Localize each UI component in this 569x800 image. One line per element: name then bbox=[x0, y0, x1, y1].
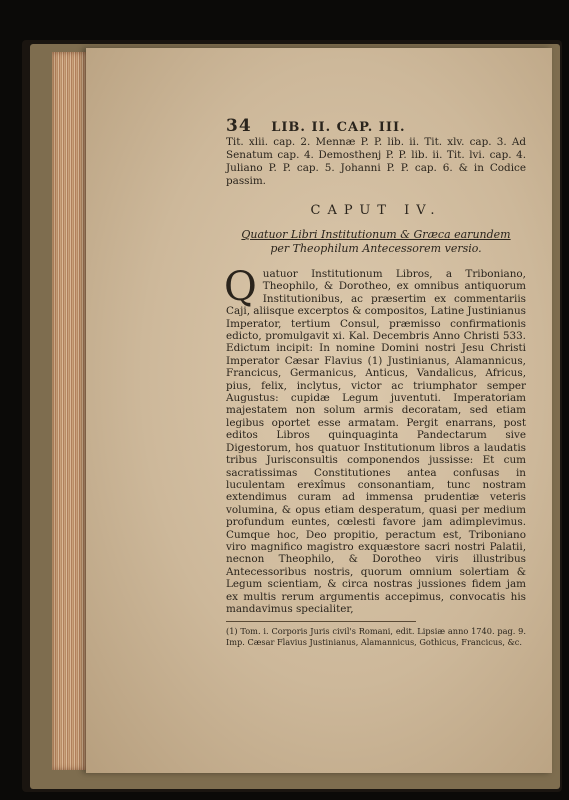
footnote: (1) Tom. i. Corporis Juris civil's Romani, edit. Lipsiæ anno 1740. pag. 9. Imp. Cæsar Flavius Justinianus, Alamannicus, Gothicus, Francicus, &c. bbox=[226, 626, 526, 648]
book-page bbox=[86, 48, 552, 773]
page-edges bbox=[52, 52, 88, 770]
running-head-title: LIB. II. CAP. III. bbox=[271, 120, 406, 135]
chapter-subtitle bbox=[226, 228, 526, 256]
running-header bbox=[226, 116, 526, 136]
footnote-divider bbox=[226, 621, 416, 622]
body-paragraph bbox=[224, 264, 527, 615]
page-text-block bbox=[226, 116, 526, 648]
continuation-text: Tit. xlii. cap. 2. Mennæ P. P. lib. ii. Tit. xlv. cap. 3. Ad Senatum cap. 4. Demosthenj P. P. lib. ii. Tit. lvi. cap. 4. Juliano P. P. cap. 5. Johanni P. P. cap. 6. & in Codice passim. bbox=[226, 136, 526, 187]
drop-cap: Q bbox=[224, 264, 257, 310]
subtitle-line-2: per Theophilum Antecessorem versio. bbox=[270, 242, 482, 255]
subtitle-line-1: Quatuor Libri Institutionum & Græca earundem bbox=[241, 228, 511, 241]
chapter-title: CAPUT IV. bbox=[310, 203, 442, 218]
body-text: uatuor Institutionum Libros, a Triboniano, Theophilo, & Dorotheo, ex omnibus antiquorum Institutionibus, ac præsertim ex commentariis Caji, aliisque excerptos & compositos, Latine Justinianus Imperator, tertium Consul, præmisso confirmationis edicto, promulgavit xi. Kal. Decembris Anno Christi 533. Edictum incipit: In nomine Domini nostri Jesu Christi Imperator Cæsar Flavius (1) Justinianus, Alamannicus, Francicus, Germanicus, Anticus, Vandalicus, Africus, pius, felix, inclytus, victor ac triumphator semper Augustus: cupidæ Legum juventuti. Imperatoriam majestatem non solum armis decoratam, sed etiam legibus oportet esse armatam. Pergit enarrans, post editos Libros quinquaginta Pandectarum sive Digestorum, hos quatuor Institutionum libros a laudatis tribus Jurisconsultis componendos jussisse: Et cum sacratissimas Constitutiones antea confusas in luculentam erexîmus consonantiam, tunc nostram extendimus curam ad immensa prudentiæ veteris volumina, & opus etiam desperatum, quasi per medium profundum euntes, cœlesti favore jam adimplevimus. Cumque hoc, Deo propitio, peractum est, Triboniano viro magnifico magistro exquæstore sacri nostri Palatii, necnon Theophilo, & Dorotheo viris illustribus Antecessoribus nostris, quorum omnium solertiam & Legum scientiam, & circa nostras jussiones fidem jam ex multis rerum argumentis accepimus, convocatis his mandavimus specialiter, bbox=[226, 268, 527, 615]
page-number: 34 bbox=[226, 116, 252, 136]
